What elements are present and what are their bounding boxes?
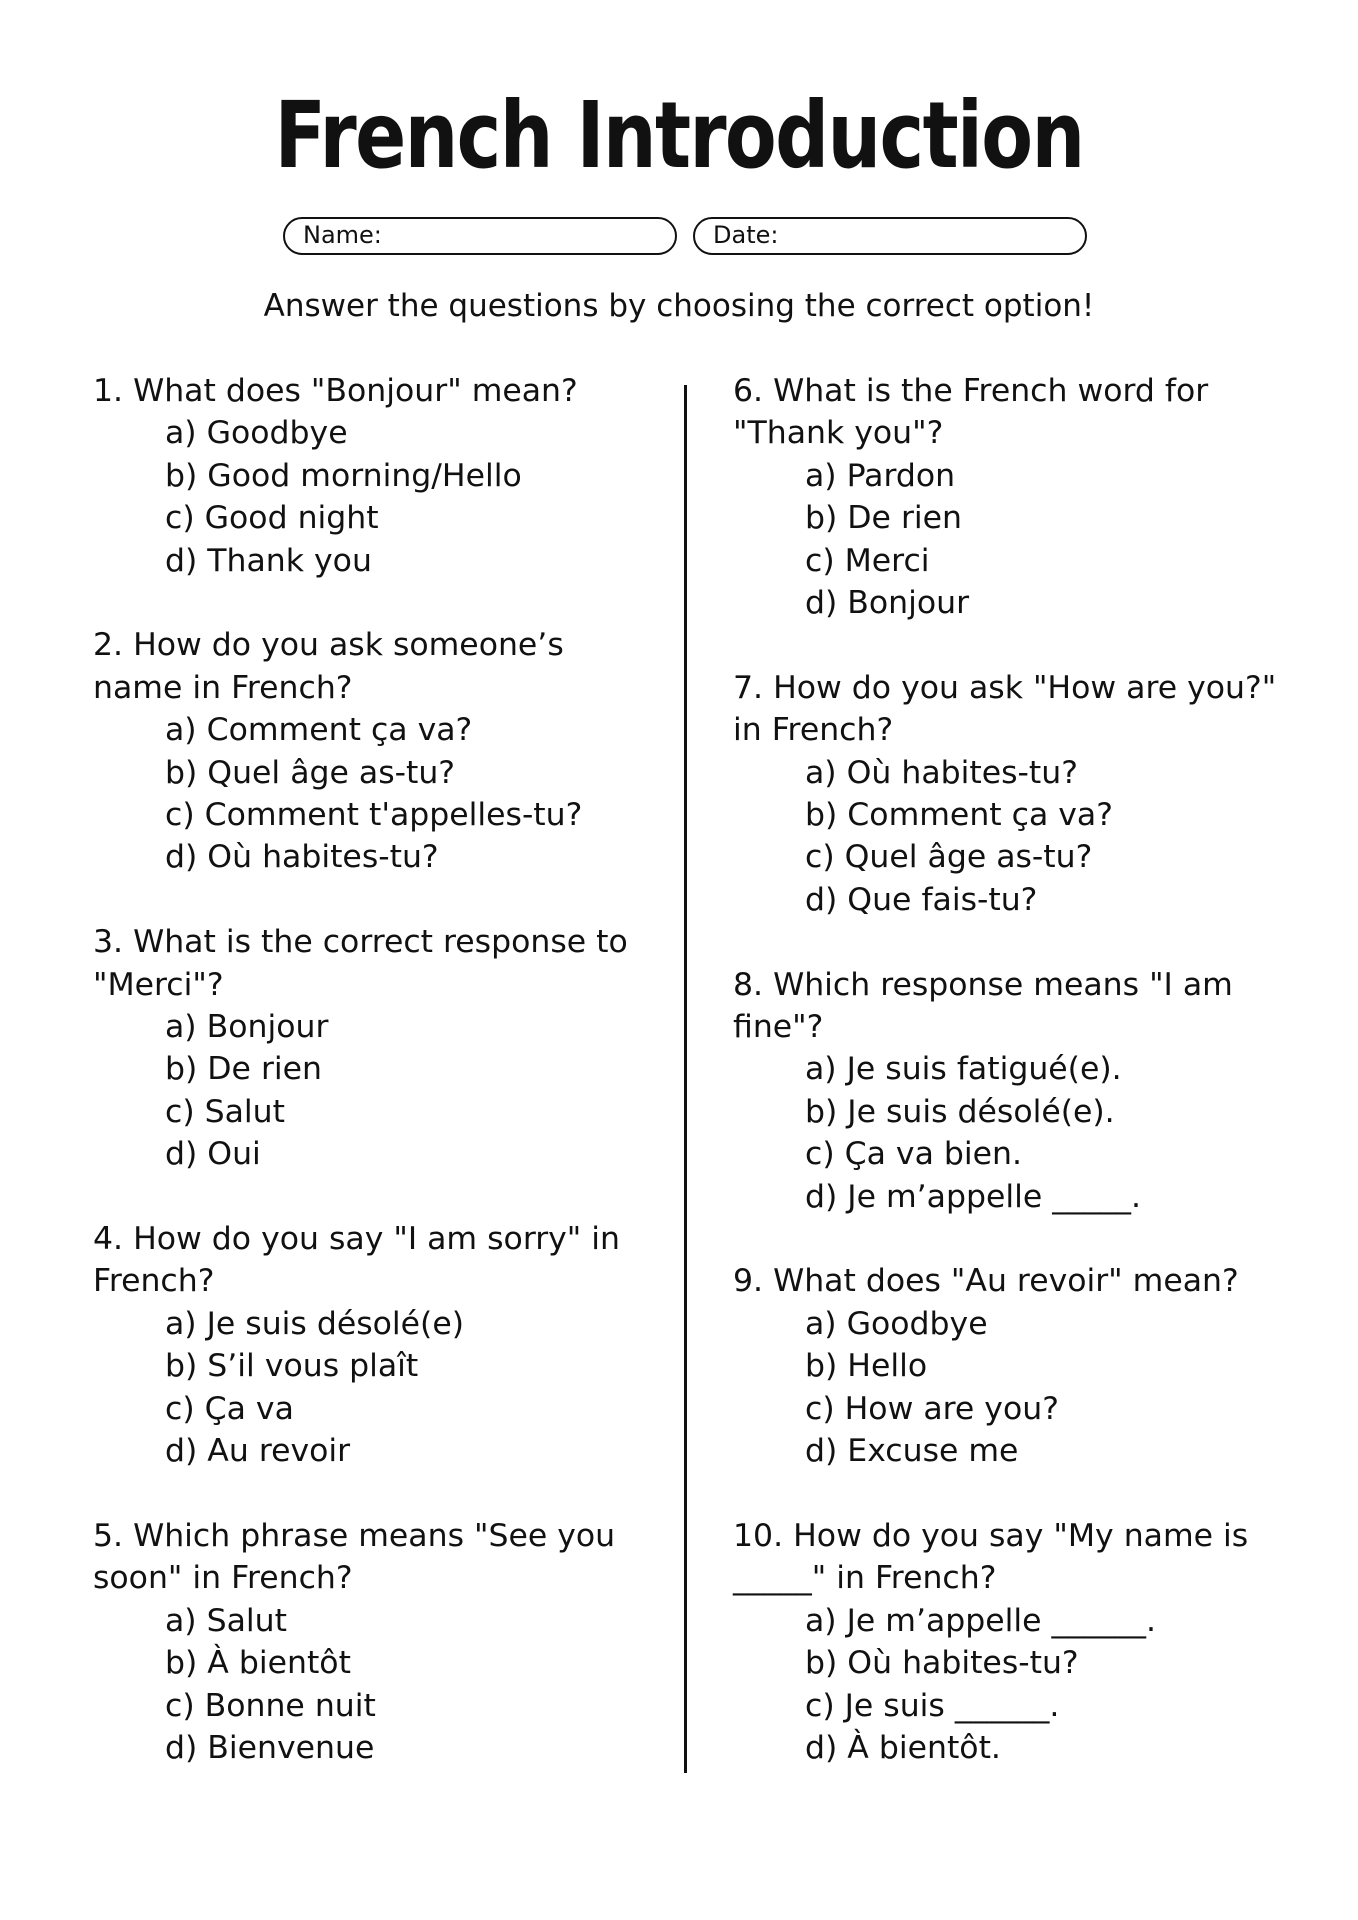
option-c[interactable]: c) Ça va [165, 1390, 294, 1427]
question-text: 8. Which response means "I am fine"? [733, 966, 1233, 1046]
question-text: 10. How do you say "My name is _____" in French? [733, 1517, 1249, 1597]
question-text: 9. What does "Au revoir" mean? [733, 1263, 1239, 1300]
question-5 [93, 1515, 663, 1769]
option-b[interactable]: b) De rien [805, 500, 962, 537]
option-b[interactable]: b) Hello [805, 1348, 928, 1385]
date-label: Date: [713, 221, 779, 249]
option-b[interactable]: b) S’il vous plaît [165, 1348, 419, 1385]
option-b[interactable]: b) De rien [165, 1051, 322, 1088]
option-a[interactable]: a) Bonjour [165, 1009, 329, 1046]
right-question-column [733, 370, 1293, 1812]
option-c[interactable]: c) Merci [805, 542, 930, 579]
option-list [733, 1048, 1293, 1218]
question-text: 7. How do you ask "How are you?" in French? [733, 669, 1277, 749]
option-d[interactable]: d) Bonjour [805, 585, 970, 622]
option-b[interactable]: b) Où habites-tu? [805, 1645, 1079, 1682]
option-c[interactable]: c) How are you? [805, 1390, 1059, 1427]
option-list [93, 412, 663, 582]
option-list [93, 709, 663, 879]
question-8 [733, 964, 1293, 1218]
option-list [733, 455, 1293, 625]
option-list [733, 1600, 1293, 1770]
option-a[interactable]: a) Je suis désolé(e) [165, 1305, 464, 1342]
option-list [93, 1600, 663, 1770]
question-10 [733, 1515, 1293, 1769]
option-d[interactable]: d) Excuse me [805, 1433, 1019, 1470]
option-b[interactable]: b) Good morning/Hello [165, 457, 522, 494]
option-d[interactable]: d) Que fais-tu? [805, 881, 1038, 918]
question-text: 1. What does "Bonjour" mean? [93, 373, 578, 409]
option-c[interactable]: c) Quel âge as-tu? [805, 839, 1093, 876]
option-list [93, 1303, 663, 1473]
option-a[interactable]: a) Comment ça va? [165, 712, 473, 749]
option-list [733, 752, 1293, 922]
option-a[interactable]: a) Je m’appelle ______. [805, 1602, 1157, 1639]
option-c[interactable]: c) Bonne nuit [165, 1687, 376, 1724]
option-a[interactable]: a) Je suis fatigué(e). [805, 1051, 1122, 1088]
option-d[interactable]: d) À bientôt. [805, 1729, 1001, 1766]
option-a[interactable]: a) Où habites-tu? [805, 754, 1078, 791]
name-field[interactable] [283, 217, 677, 255]
worksheet-title: French Introduction [274, 82, 1084, 189]
option-c[interactable]: c) Comment t'appelles-tu? [165, 797, 583, 834]
option-d[interactable]: d) Bienvenue [165, 1729, 375, 1766]
left-question-column [93, 370, 663, 1812]
column-divider [684, 385, 687, 1773]
question-text: 5. Which phrase means "See you soon" in French? [93, 1517, 616, 1597]
option-a[interactable]: a) Pardon [805, 457, 956, 494]
option-c[interactable]: c) Ça va bien. [805, 1136, 1022, 1173]
question-text: 4. How do you say "I am sorry" in French? [93, 1221, 621, 1300]
instructions: Answer the questions by choosing the correct option! [263, 288, 1095, 324]
question-6 [733, 370, 1293, 624]
question-4 [93, 1218, 663, 1472]
option-a[interactable]: a) Goodbye [165, 415, 348, 452]
name-label: Name: [303, 221, 382, 249]
option-d[interactable]: d) Au revoir [165, 1433, 351, 1470]
question-3 [93, 921, 663, 1175]
question-9 [733, 1260, 1293, 1472]
option-d[interactable]: d) Je m’appelle _____. [805, 1178, 1142, 1215]
option-a[interactable]: a) Salut [165, 1602, 287, 1639]
option-d[interactable]: d) Où habites-tu? [165, 839, 439, 876]
option-d[interactable]: d) Oui [165, 1136, 261, 1173]
option-a[interactable]: a) Goodbye [805, 1305, 988, 1342]
option-b[interactable]: b) Quel âge as-tu? [165, 754, 456, 791]
question-7 [733, 667, 1293, 921]
option-list [733, 1303, 1293, 1473]
option-b[interactable]: b) Je suis désolé(e). [805, 1093, 1115, 1130]
option-c[interactable]: c) Je suis ______. [805, 1687, 1060, 1724]
question-2 [93, 624, 663, 878]
option-c[interactable]: c) Salut [165, 1093, 285, 1130]
option-c[interactable]: c) Good night [165, 500, 379, 537]
date-field[interactable] [693, 217, 1087, 255]
question-text: 2. How do you ask someone’s name in French? [93, 627, 564, 706]
option-b[interactable]: b) Comment ça va? [805, 797, 1113, 834]
question-text: 3. What is the correct response to "Merci"? [93, 924, 628, 1003]
option-b[interactable]: b) À bientôt [165, 1645, 351, 1682]
option-list [93, 1006, 663, 1176]
question-1 [93, 370, 663, 582]
question-text: 6. What is the French word for "Thank you"? [733, 373, 1209, 452]
option-d[interactable]: d) Thank you [165, 542, 372, 579]
